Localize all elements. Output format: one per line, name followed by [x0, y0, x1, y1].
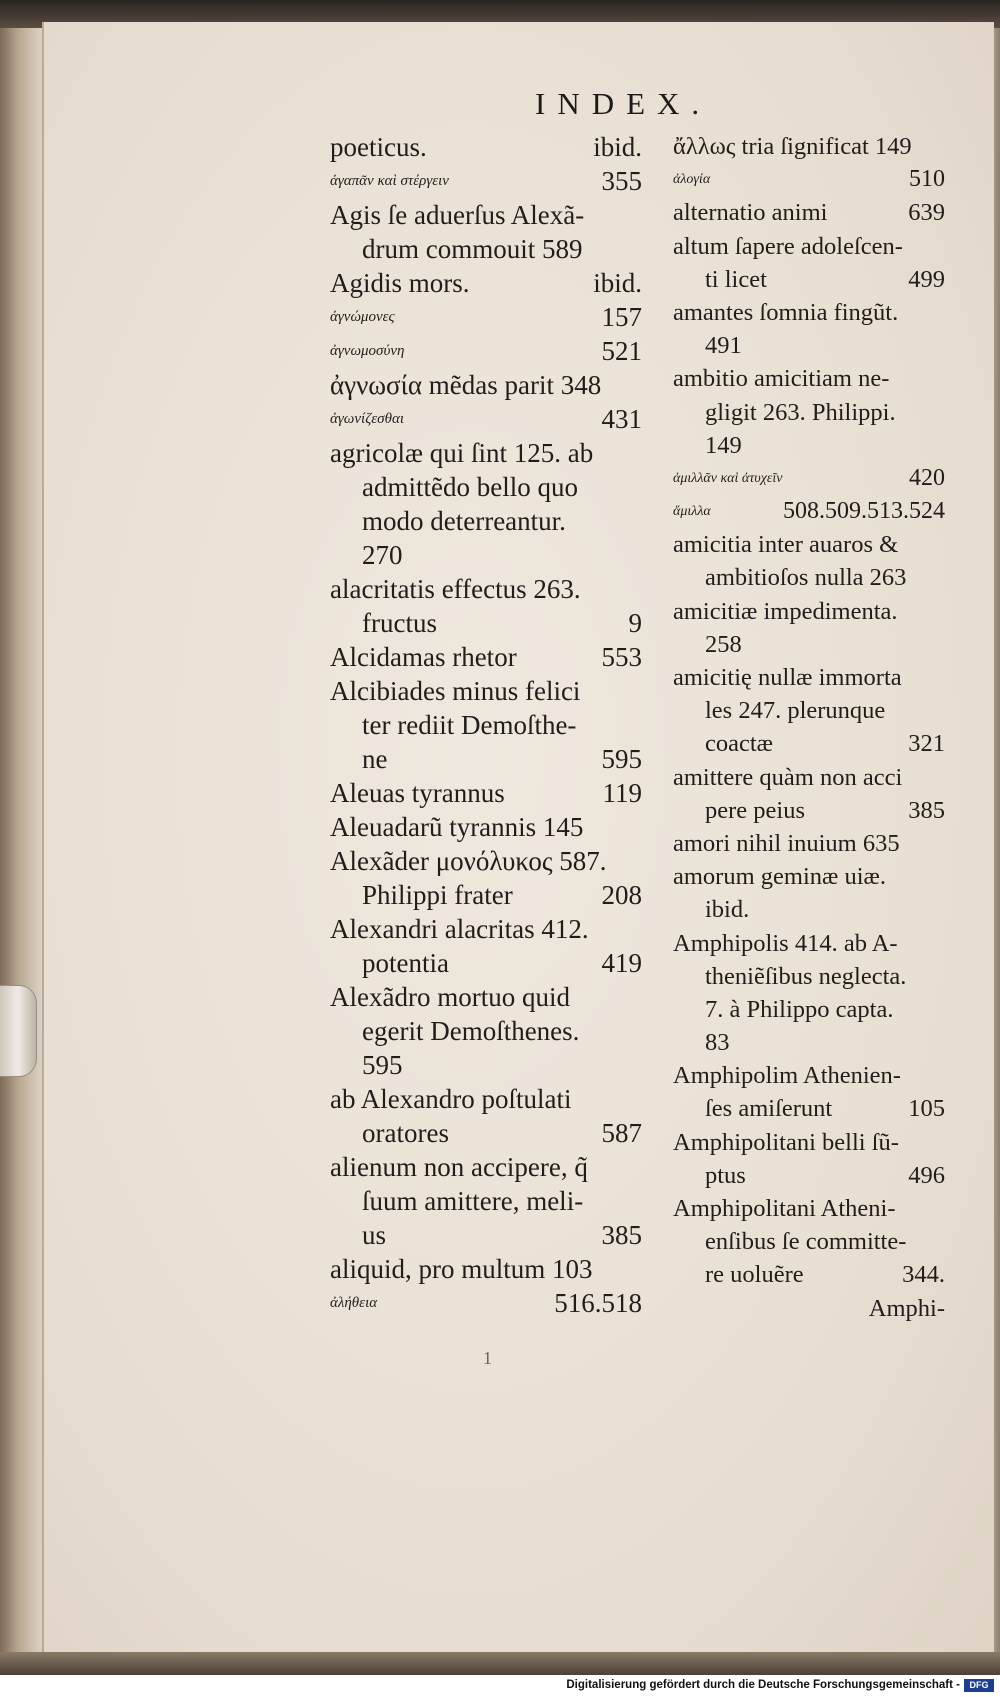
entry-text: ibid.	[705, 896, 750, 924]
entry-text: fructus	[362, 608, 437, 638]
entry-text: admittẽdo bello quo	[362, 472, 578, 502]
entry-text: agricolæ qui ſint 125. ab	[330, 438, 594, 468]
entry-page-ref: 516.518	[554, 1288, 642, 1318]
entry-page-ref: 420	[909, 464, 945, 491]
entry-text: 595	[362, 1050, 403, 1080]
entry-text: amorum geminæ uiæ.	[673, 863, 886, 891]
entry-text: amicitiæ impedimenta.	[673, 597, 898, 625]
index-entry-line	[673, 329, 953, 362]
index-entry-line	[330, 1150, 650, 1184]
entry-page-ref: 344.	[902, 1261, 945, 1289]
entry-text: drum commouit 589	[362, 234, 583, 264]
index-entry-line	[673, 263, 953, 296]
index-entry-line	[673, 827, 953, 860]
index-entry-line	[673, 927, 953, 960]
entry-text: aliquid, pro multum 103	[330, 1254, 593, 1284]
index-entry-line	[673, 130, 953, 163]
index-entry-line	[673, 1026, 953, 1059]
entry-text: egerit Demoſthenes.	[362, 1016, 580, 1046]
entry-text: altum ſapere adoleſcen-	[673, 232, 903, 260]
entry-text: les 247. plerunque	[705, 697, 886, 725]
entry-text: oratores	[362, 1118, 449, 1148]
entry-text: Amphipolis 414. ab A-	[673, 929, 898, 957]
index-entry-line	[673, 196, 953, 229]
entry-text: Amphipolitani belli ſũ-	[673, 1128, 899, 1156]
entry-text: ἀλογία	[673, 172, 711, 188]
entry-text: ptus	[705, 1161, 746, 1189]
entry-page-ref: 385	[601, 1220, 642, 1250]
entry-text: alternatio animi	[673, 199, 828, 227]
entry-text: amicitię nullæ immorta	[673, 664, 902, 691]
entry-text: ti licet	[705, 265, 767, 293]
entry-text: 149	[705, 431, 742, 459]
entry-text: ab Alexandro poſtulati	[330, 1084, 572, 1114]
entry-text: ſuum amittere, meli-	[362, 1186, 584, 1216]
index-entry-line	[330, 436, 650, 470]
index-entry-line	[330, 1014, 650, 1048]
entry-text: ambitio amicitiam ne-	[673, 365, 890, 393]
index-entry-line	[330, 300, 650, 334]
entry-text: modo deterreantur.	[362, 506, 566, 536]
entry-text: alienum non accipere, q̃	[330, 1152, 588, 1182]
entry-text: Alexandri alacritas 412.	[330, 914, 589, 944]
entry-page-ref: 510	[909, 166, 945, 193]
index-entry-line	[673, 727, 953, 760]
scan-bottom-edge	[0, 1652, 1000, 1675]
index-entry-line	[673, 528, 953, 561]
entry-text: ἀγαπᾶν καὶ στέργειν	[330, 173, 449, 189]
entry-page-ref: 553	[601, 642, 642, 672]
index-entry-line	[330, 232, 650, 266]
entry-text: 491	[705, 332, 742, 360]
page-mark: 1	[483, 1348, 492, 1368]
entry-text: Alcidamas rhetor	[330, 642, 517, 672]
entry-text: 270	[362, 540, 403, 570]
page-clip	[0, 985, 37, 1077]
index-entry-line	[330, 674, 650, 708]
entry-page-ref: 119	[602, 778, 642, 808]
entry-text: ἀγνωσία mẽdas parit 348	[330, 370, 602, 400]
index-entry-line	[673, 661, 953, 694]
entry-text: amori nihil inuium 635	[673, 829, 900, 857]
entry-page-ref: 105	[908, 1095, 945, 1123]
entry-page-ref: ibid.	[593, 132, 642, 162]
index-entry-line	[330, 1286, 650, 1320]
entry-text: ἀγνώμονες	[330, 309, 395, 325]
index-entry-line	[330, 640, 650, 674]
index-entry-line	[673, 362, 953, 395]
entry-text: 83	[705, 1029, 730, 1057]
index-entry-line	[673, 462, 953, 495]
entry-text: 258	[705, 630, 742, 658]
entry-page-ref: Amphi-	[868, 1294, 945, 1322]
index-entry-line	[330, 334, 650, 368]
index-entry-line	[673, 1225, 953, 1258]
index-entry-line	[673, 1292, 953, 1325]
index-entry-line	[330, 810, 650, 844]
index-entry-line	[330, 946, 650, 980]
entry-text: amittere quàm non acci	[673, 763, 903, 791]
entry-text: ſes amiſerunt	[705, 1095, 833, 1123]
index-entry-line	[673, 860, 953, 893]
entry-text: ἄλλως tria ſignificat 149	[673, 133, 912, 160]
index-entry-line	[673, 1159, 953, 1192]
index-entry-line	[330, 1048, 650, 1082]
entry-text: Alcibiades minus felici	[330, 676, 581, 706]
entry-page-ref: 595	[601, 744, 642, 774]
entry-text: re uoluẽre	[705, 1261, 804, 1289]
index-entry-line	[673, 628, 953, 661]
entry-text: gligit 263. Philippi.	[705, 398, 896, 426]
index-entry-line	[330, 130, 650, 164]
entry-text: Amphipolitani Atheni-	[673, 1195, 896, 1222]
index-entry-line	[673, 296, 953, 329]
entry-text: potentia	[362, 948, 449, 978]
entry-text: Aleuas tyrannus	[330, 778, 505, 808]
entry-text: Agidis mors.	[330, 268, 470, 298]
running-head: INDEX.	[535, 86, 712, 121]
entry-text: theniẽſibus neglecta.	[705, 962, 907, 990]
index-entry-line	[330, 266, 650, 300]
entry-text: coactæ	[705, 730, 774, 758]
entry-text: ne	[362, 744, 388, 774]
entry-text: ἀλήθεια	[330, 1295, 378, 1311]
dfg-logo: DFG	[964, 1679, 994, 1692]
index-entry-line	[673, 1059, 953, 1092]
index-entry-line	[330, 1184, 650, 1218]
entry-text: ter rediit Demoſthe-	[362, 710, 577, 740]
entry-page-ref: 355	[601, 166, 642, 196]
index-entry-line	[673, 495, 953, 528]
index-entry-line	[673, 595, 953, 628]
entry-page-ref: 9	[628, 608, 642, 638]
index-entry-line	[673, 761, 953, 794]
index-entry-line	[330, 776, 650, 810]
entry-page-ref: 431	[601, 404, 642, 434]
entry-text: ambitioſos nulla 263	[705, 564, 907, 592]
entry-text: pere peius	[705, 796, 805, 824]
index-entry-line	[673, 1092, 953, 1125]
entry-text: ἅμιλλα	[673, 504, 711, 520]
index-entry-line	[330, 1218, 650, 1252]
entry-page-ref: 496	[908, 1161, 945, 1189]
entry-text: poeticus.	[330, 132, 427, 162]
index-entry-line	[330, 538, 650, 572]
entry-text: ἀγωνίζεσθαι	[330, 411, 404, 427]
entry-text: Philippi frater	[362, 880, 513, 910]
index-entry-line	[673, 561, 953, 594]
footer-credit-text: Digitalisierung gefördert durch die Deutsche Forschungsgemeinschaft -	[566, 1679, 960, 1691]
entry-text: enſibus ſe committe-	[705, 1228, 907, 1256]
entry-page-ref: 208	[601, 880, 642, 910]
entry-page-ref: 499	[908, 265, 945, 293]
entry-page-ref: 321	[908, 730, 945, 758]
index-column-right	[673, 130, 953, 1325]
index-column-left	[330, 130, 650, 1320]
index-entry-line	[330, 572, 650, 606]
entry-text: amicitia inter auaros &	[673, 531, 899, 559]
index-entry-line	[330, 1252, 650, 1286]
index-entry-line	[330, 1116, 650, 1150]
digitization-footer	[0, 1675, 1000, 1697]
index-entry-line	[330, 912, 650, 946]
index-entry-line	[673, 396, 953, 429]
index-entry-line	[330, 198, 650, 232]
index-entry-line	[330, 980, 650, 1014]
index-entry-line	[330, 164, 650, 198]
entry-text: us	[362, 1220, 387, 1250]
index-entry-line	[330, 1082, 650, 1116]
entry-page-ref: 385	[908, 796, 945, 824]
index-entry-line	[330, 742, 650, 776]
entry-text: ἁμιλλᾶν καὶ ἀτυχεῖν	[673, 470, 783, 486]
index-entry-line	[330, 708, 650, 742]
index-entry-line	[673, 1126, 953, 1159]
entry-text: 7. à Philippo capta.	[705, 995, 894, 1023]
index-entry-line	[330, 402, 650, 436]
index-entry-line	[673, 1192, 953, 1225]
index-entry-line	[673, 694, 953, 727]
index-entry-line	[673, 163, 953, 196]
index-entry-line	[673, 960, 953, 993]
entry-text: Aleuadarũ tyrannis 145	[330, 812, 584, 842]
entry-page-ref: 419	[601, 948, 642, 978]
entry-text: Amphipolim Athenien-	[673, 1062, 901, 1090]
index-entry-line	[673, 794, 953, 827]
index-entry-line	[330, 878, 650, 912]
index-entry-line	[330, 504, 650, 538]
index-entry-line	[673, 230, 953, 263]
index-entry-line	[673, 429, 953, 462]
index-entry-line	[330, 470, 650, 504]
entry-text: ἀγνωμοσύνη	[330, 343, 405, 359]
index-entry-line	[673, 1258, 953, 1291]
entry-text: Agis ſe aduerſus Alexã-	[330, 200, 585, 230]
entry-page-ref: ibid.	[593, 268, 642, 298]
entry-page-ref: 508.509.513.524	[783, 498, 945, 525]
entry-text: Alexãder μονόλυκος 587.	[330, 846, 607, 876]
entry-page-ref: 521	[601, 336, 642, 366]
entry-page-ref: 587	[601, 1118, 642, 1148]
entry-text: amantes ſomnia fingũt.	[673, 298, 899, 326]
entry-page-ref: 157	[601, 302, 642, 332]
entry-page-ref: 639	[908, 199, 945, 227]
index-entry-line	[330, 844, 650, 878]
entry-text: alacritatis effectus 263.	[330, 574, 581, 604]
index-entry-line	[673, 893, 953, 926]
index-entry-line	[330, 606, 650, 640]
index-entry-line	[673, 993, 953, 1026]
entry-text: Alexãdro mortuo quid	[330, 982, 570, 1012]
index-entry-line	[330, 368, 650, 402]
